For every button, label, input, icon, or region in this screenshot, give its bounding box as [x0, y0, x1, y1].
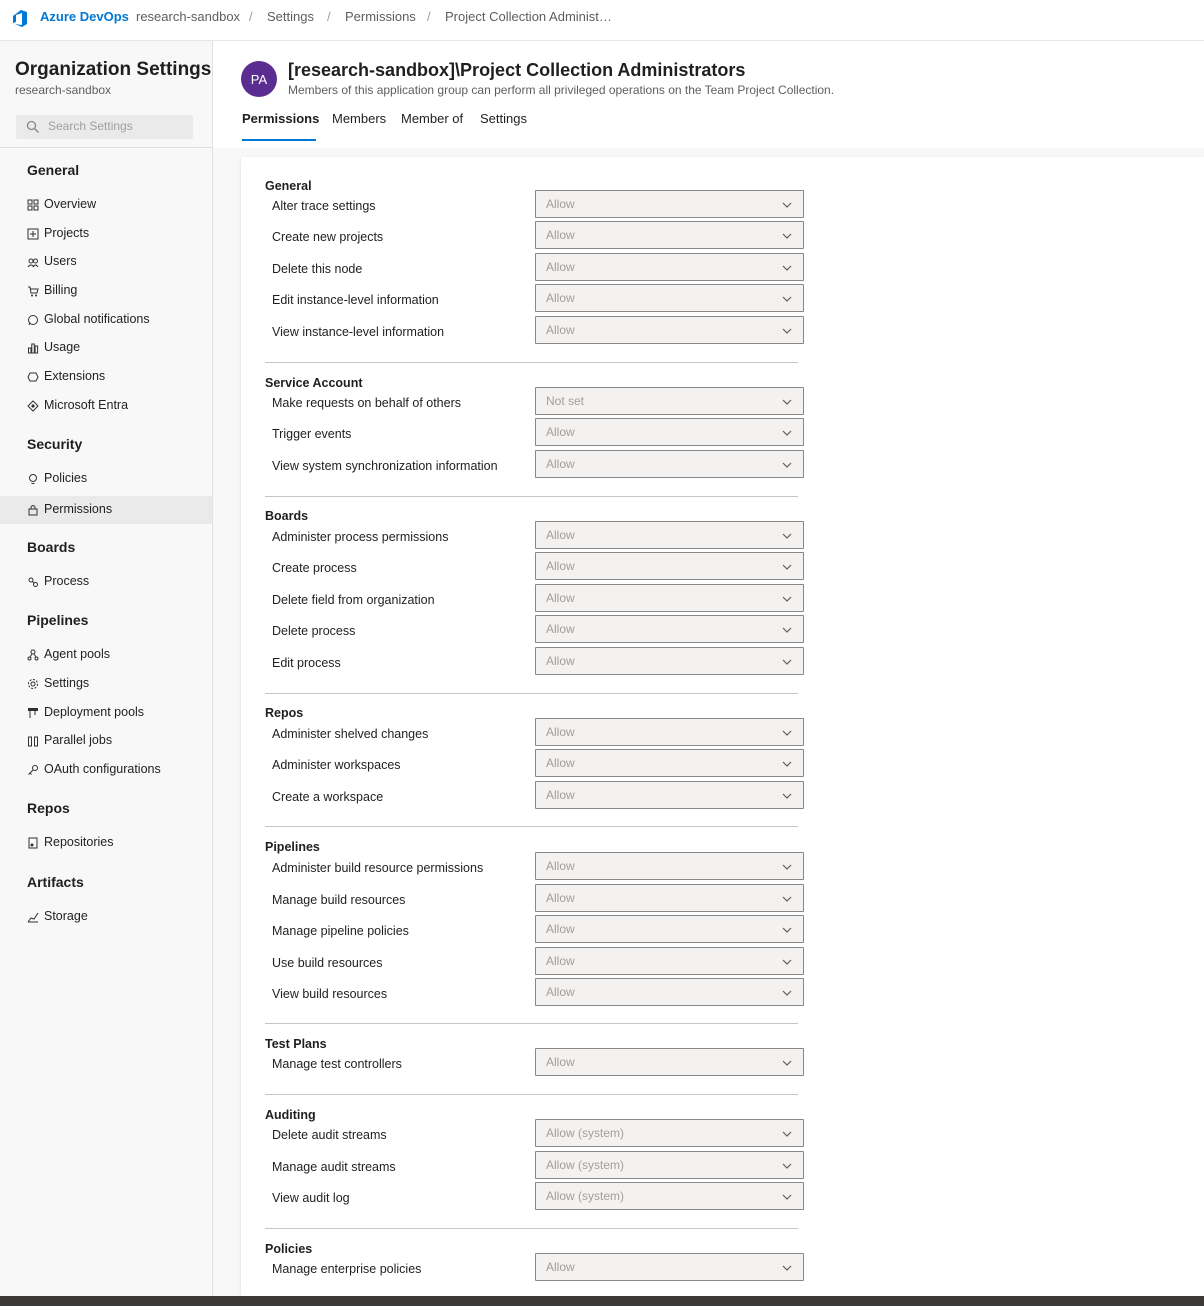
chevron-down-icon	[781, 790, 793, 802]
permission-dropdown[interactable]	[535, 521, 804, 549]
group-avatar: PA	[241, 61, 277, 97]
permission-dropdown[interactable]	[535, 915, 804, 943]
permission-category-boards: Boards	[265, 509, 309, 523]
permission-value: Allow	[546, 1055, 575, 1069]
permission-dropdown[interactable]	[535, 947, 804, 975]
lightbulb-icon	[27, 473, 39, 485]
repo-icon	[27, 837, 39, 849]
permission-dropdown[interactable]	[535, 615, 804, 643]
tab-member-of[interactable]: Member of	[401, 111, 464, 126]
sidebar-item-label: Settings	[44, 676, 90, 690]
permission-dropdown[interactable]	[535, 1253, 804, 1281]
sidebar-item-projects[interactable]	[0, 220, 212, 248]
settings-sidebar	[0, 41, 213, 1296]
breadcrumb-separator: /	[427, 9, 431, 24]
chevron-down-icon	[781, 956, 793, 968]
permission-value: Allow	[546, 788, 575, 802]
permission-dropdown[interactable]	[535, 978, 804, 1006]
permission-dropdown[interactable]	[535, 450, 804, 478]
breadcrumb-permissions[interactable]: Permissions	[345, 9, 416, 24]
permission-dropdown[interactable]	[535, 1151, 804, 1179]
sidebar-section-repos: Repos	[27, 800, 70, 816]
permission-dropdown[interactable]	[535, 1119, 804, 1147]
permission-value: Allow	[546, 425, 575, 439]
permission-name: Manage pipeline policies	[272, 924, 409, 938]
permission-value: Allow	[546, 725, 575, 739]
permission-dropdown[interactable]	[535, 852, 804, 880]
sidebar-item-label: Usage	[44, 340, 81, 354]
category-divider	[265, 693, 798, 694]
chevron-down-icon	[781, 293, 793, 305]
permission-dropdown[interactable]	[535, 781, 804, 809]
chevron-down-icon	[781, 561, 793, 573]
permission-value: Allow	[546, 197, 575, 211]
chevron-down-icon	[781, 727, 793, 739]
diamond-icon	[27, 400, 39, 412]
tab-settings[interactable]: Settings	[480, 111, 527, 126]
chevron-down-icon	[781, 987, 793, 999]
permission-category-test-plans: Test Plans	[265, 1037, 327, 1051]
permission-name: View instance-level information	[272, 325, 445, 339]
gear-icon	[27, 678, 39, 690]
sidebar-section-pipelines: Pipelines	[27, 612, 89, 628]
permission-value: Allow	[546, 323, 575, 337]
sidebar-item-pipeline-settings[interactable]	[0, 670, 212, 698]
chevron-down-icon	[781, 199, 793, 211]
sidebar-item-label: Agent pools	[44, 647, 111, 661]
bottom-bar	[0, 1296, 1204, 1306]
permission-category-repos: Repos	[265, 706, 304, 720]
permission-value: Allow	[546, 528, 575, 542]
permission-name: View build resources	[272, 987, 388, 1001]
sidebar-item-label: Users	[44, 254, 77, 268]
tab-permissions[interactable]: Permissions	[242, 111, 320, 126]
sidebar-section-general: General	[27, 162, 80, 178]
chevron-down-icon	[781, 1057, 793, 1069]
agent-pools-icon	[27, 649, 39, 661]
active-tab-indicator	[242, 139, 316, 141]
sidebar-item-parallel-jobs[interactable]	[0, 727, 212, 755]
permission-name: Administer process permissions	[272, 530, 449, 544]
permission-dropdown[interactable]	[535, 284, 804, 312]
category-divider	[265, 496, 798, 497]
sidebar-item-label: Global notifications	[44, 312, 150, 326]
sidebar-item-label: Parallel jobs	[44, 733, 113, 747]
search-icon	[26, 120, 40, 134]
permission-name: Manage build resources	[272, 893, 406, 907]
brand-link[interactable]: Azure DevOps	[40, 9, 129, 24]
cart-icon	[27, 285, 39, 297]
permission-name: Create new projects	[272, 230, 384, 244]
permission-name: Use build resources	[272, 956, 383, 970]
chevron-down-icon	[781, 624, 793, 636]
chevron-down-icon	[781, 893, 793, 905]
permission-value: Allow	[546, 891, 575, 905]
search-settings-input[interactable]	[16, 115, 193, 139]
permission-dropdown[interactable]	[535, 718, 804, 746]
sidebar-divider	[0, 147, 212, 148]
sidebar-item-label: Overview	[44, 197, 97, 211]
chevron-down-icon	[781, 459, 793, 471]
permission-dropdown[interactable]	[535, 552, 804, 580]
page-title: [research-sandbox]\Project Collection Administrators	[288, 60, 746, 80]
sidebar-item-label: Repositories	[44, 835, 114, 849]
sidebar-item-overview[interactable]	[0, 191, 212, 219]
lock-icon	[27, 504, 39, 516]
sidebar-item-global-notifications[interactable]	[0, 306, 212, 334]
permission-value: Allow	[546, 922, 575, 936]
permission-name: Make requests on behalf of others	[272, 396, 462, 410]
permissions-panel	[241, 157, 1204, 1296]
permission-name: Administer build resource permissions	[272, 861, 484, 875]
sidebar-item-storage[interactable]	[0, 903, 212, 931]
permission-value: Allow	[546, 985, 575, 999]
permission-dropdown[interactable]	[535, 749, 804, 777]
search-placeholder: Search Settings	[48, 119, 133, 133]
sidebar-item-users[interactable]	[0, 248, 212, 276]
azure-devops-logo-icon[interactable]	[9, 8, 29, 28]
category-divider	[265, 362, 798, 363]
permission-dropdown[interactable]	[535, 316, 804, 344]
chevron-down-icon	[781, 656, 793, 668]
sidebar-item-label: Deployment pools	[44, 705, 145, 719]
chevron-down-icon	[781, 924, 793, 936]
chevron-down-icon	[781, 325, 793, 337]
permission-name: Delete audit streams	[272, 1128, 387, 1142]
permission-name: Alter trace settings	[272, 199, 376, 213]
chevron-down-icon	[781, 1191, 793, 1203]
sidebar-item-usage[interactable]	[0, 334, 212, 362]
deployment-icon	[27, 707, 39, 719]
permission-name: View audit log	[272, 1191, 350, 1205]
permission-name: Trigger events	[272, 427, 352, 441]
permission-value: Allow	[546, 228, 575, 242]
permission-category-auditing: Auditing	[265, 1108, 316, 1122]
breadcrumb-separator: /	[249, 9, 253, 24]
sidebar-section-boards: Boards	[27, 539, 76, 555]
process-icon	[27, 576, 39, 588]
sidebar-item-label: Storage	[44, 909, 88, 923]
permission-name: Administer workspaces	[272, 758, 401, 772]
sidebar-item-label: Policies	[44, 471, 88, 485]
permission-dropdown[interactable]	[535, 190, 804, 218]
chevron-down-icon	[781, 861, 793, 873]
sidebar-item-label: Billing	[44, 283, 78, 297]
permission-name: Manage test controllers	[272, 1057, 402, 1071]
chevron-down-icon	[781, 427, 793, 439]
puzzle-icon	[27, 371, 39, 383]
key-icon	[27, 764, 39, 776]
sidebar-item-repositories[interactable]	[0, 829, 212, 857]
permission-value: Allow (system)	[546, 1158, 625, 1172]
permission-value: Allow	[546, 1260, 575, 1274]
sidebar-subtitle: research-sandbox	[15, 83, 112, 97]
sidebar-item-process[interactable]	[0, 568, 212, 596]
sidebar-item-policies[interactable]	[0, 465, 212, 493]
chevron-down-icon	[781, 396, 793, 408]
breadcrumb-settings[interactable]: Settings	[267, 9, 314, 24]
permission-value: Allow	[546, 591, 575, 605]
storage-icon	[27, 911, 39, 923]
permission-dropdown[interactable]	[535, 884, 804, 912]
permission-dropdown[interactable]	[535, 221, 804, 249]
permission-value: Allow (system)	[546, 1189, 625, 1203]
permission-name: Delete field from organization	[272, 593, 435, 607]
top-bar	[0, 0, 1204, 41]
sidebar-item-label: OAuth configurations	[44, 762, 161, 776]
chevron-down-icon	[781, 530, 793, 542]
permission-value: Allow	[546, 291, 575, 305]
overview-icon	[27, 199, 39, 211]
permission-name: Manage audit streams	[272, 1160, 396, 1174]
sidebar-item-extensions[interactable]	[0, 363, 212, 391]
breadcrumb-group[interactable]: Project Collection Administ…	[445, 9, 612, 24]
category-divider	[265, 1023, 798, 1024]
permission-value: Allow	[546, 954, 575, 968]
permission-value: Allow (system)	[546, 1126, 625, 1140]
permission-name: Edit process	[272, 656, 341, 670]
permission-name: Manage enterprise policies	[272, 1262, 422, 1276]
permission-value: Allow	[546, 622, 575, 636]
permission-dropdown[interactable]	[535, 1048, 804, 1076]
permission-dropdown[interactable]	[535, 387, 804, 415]
sidebar-item-deployment-pools[interactable]	[0, 699, 212, 727]
group-description: Members of this application group can perform all privileged operations on the Team Project Collection.	[288, 83, 835, 97]
permission-value: Allow	[546, 260, 575, 274]
chevron-down-icon	[781, 758, 793, 770]
chevron-down-icon	[781, 1160, 793, 1172]
permission-dropdown[interactable]	[535, 647, 804, 675]
permission-value: Allow	[546, 559, 575, 573]
chevron-down-icon	[781, 262, 793, 274]
chevron-down-icon	[781, 230, 793, 242]
chat-icon	[27, 314, 39, 326]
category-divider	[265, 826, 798, 827]
sidebar-section-artifacts: Artifacts	[27, 874, 84, 890]
permission-category-service-account: Service Account	[265, 376, 363, 390]
sidebar-item-label: Process	[44, 574, 90, 588]
permission-name: Create process	[272, 561, 357, 575]
breadcrumb-organization[interactable]: research-sandbox	[136, 9, 241, 24]
permission-value: Allow	[546, 654, 575, 668]
sidebar-item-billing[interactable]	[0, 277, 212, 305]
sidebar-item-permissions[interactable]	[0, 496, 212, 524]
permission-name: Delete process	[272, 624, 356, 638]
tab-members[interactable]: Members	[332, 111, 387, 126]
permission-value: Allow	[546, 859, 575, 873]
sidebar-item-label: Projects	[44, 226, 90, 240]
category-divider	[265, 1094, 798, 1095]
sidebar-item-label: Extensions	[44, 369, 106, 383]
sidebar-item-label: Permissions	[44, 502, 113, 516]
permission-dropdown[interactable]	[535, 584, 804, 612]
permission-name: Delete this node	[272, 262, 363, 276]
projects-icon	[27, 228, 39, 240]
permission-value: Allow	[546, 457, 575, 471]
permission-dropdown[interactable]	[535, 253, 804, 281]
sidebar-section-security: Security	[27, 436, 83, 452]
permission-category-pipelines: Pipelines	[265, 840, 320, 854]
category-divider	[265, 1228, 798, 1229]
sidebar-item-microsoft-entra[interactable]	[0, 392, 212, 420]
chevron-down-icon	[781, 1262, 793, 1274]
users-icon	[27, 256, 39, 268]
permission-dropdown[interactable]	[535, 418, 804, 446]
permission-category-policies: Policies	[265, 1242, 313, 1256]
bar-chart-icon	[27, 342, 39, 354]
sidebar-item-agent-pools[interactable]	[0, 641, 212, 669]
permission-name: Edit instance-level information	[272, 293, 439, 307]
parallel-icon	[27, 735, 39, 747]
permission-name: Create a workspace	[272, 790, 384, 804]
chevron-down-icon	[781, 593, 793, 605]
sidebar-item-oauth-configurations[interactable]	[0, 756, 212, 784]
permission-value: Not set	[546, 394, 585, 408]
breadcrumb-separator: /	[327, 9, 331, 24]
sidebar-item-label: Microsoft Entra	[44, 398, 129, 412]
sidebar-title: Organization Settings	[15, 59, 212, 80]
permission-category-general: General	[265, 179, 312, 193]
permission-name: View system synchronization information	[272, 459, 498, 473]
permission-dropdown[interactable]	[535, 1182, 804, 1210]
permission-value: Allow	[546, 756, 575, 770]
chevron-down-icon	[781, 1128, 793, 1140]
permission-name: Administer shelved changes	[272, 727, 429, 741]
